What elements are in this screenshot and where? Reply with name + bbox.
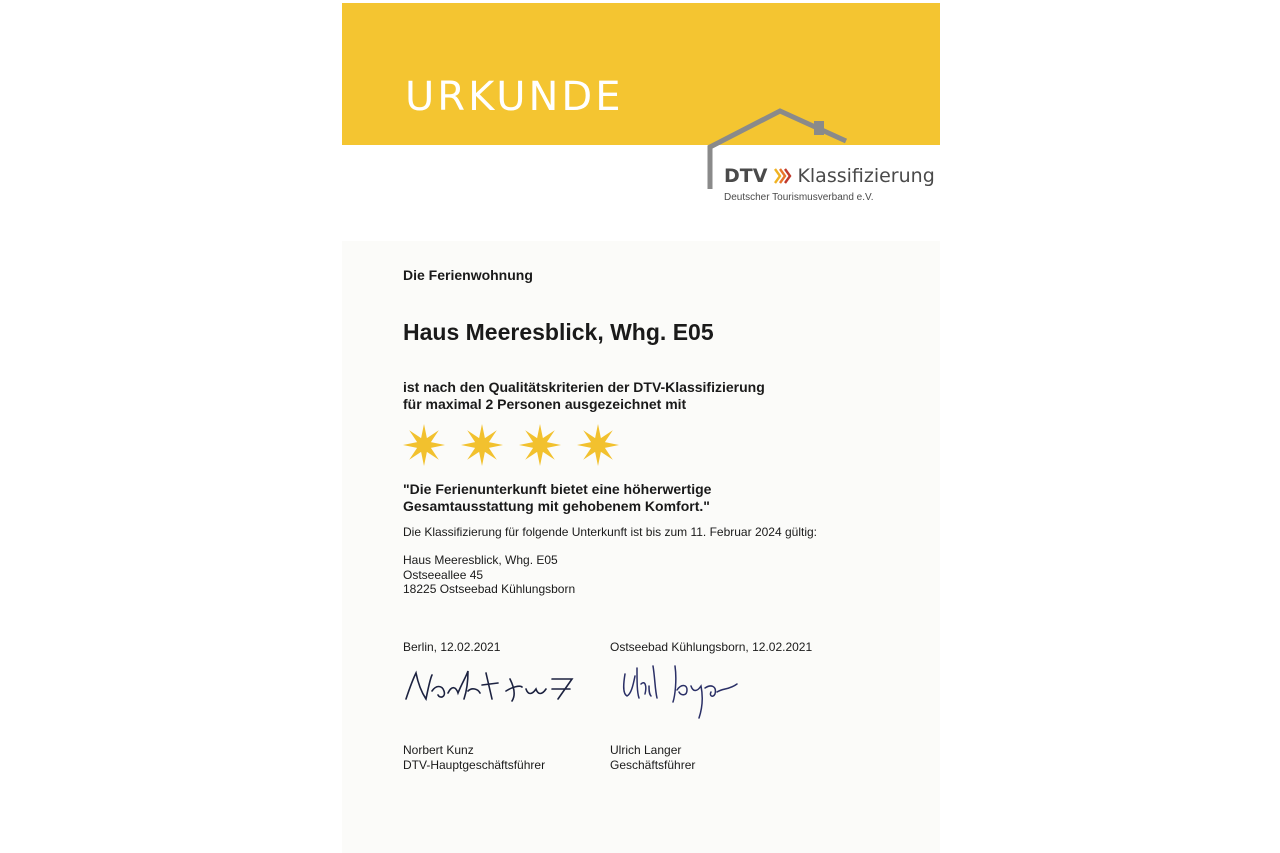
dtv-logo (724, 161, 935, 191)
quality-quote (403, 481, 711, 515)
address-line: Ostseeallee 45 (403, 567, 484, 582)
logo-subtitle: Deutscher Tourismusverband e.V. (724, 192, 874, 203)
logo-name: Klassifizierung (797, 165, 935, 187)
address-block (403, 553, 575, 597)
signer-left (403, 743, 545, 772)
logo-brand: DTV (724, 165, 768, 187)
criteria-line: für maximal 2 Personen ausgezeichnet mit (403, 396, 687, 412)
place-date-right: Ostseebad Kühlungsborn, 12.02.2021 (610, 640, 813, 654)
signer-name: Ulrich Langer (610, 743, 682, 757)
certificate-page (342, 3, 940, 853)
criteria-line: ist nach den Qualitätskriterien der DTV-Klassifizierung (403, 379, 765, 395)
star-icon (402, 423, 446, 467)
star-icon (518, 423, 562, 467)
signer-role: DTV-Hauptgeschäftsführer (403, 757, 546, 772)
chevron-arrows-icon (773, 167, 793, 185)
star-icon (460, 423, 504, 467)
address-line: Haus Meeresblick, Whg. E05 (403, 553, 558, 567)
property-type: Die Ferienwohnung (403, 267, 533, 283)
signer-name: Norbert Kunz (403, 743, 474, 757)
criteria-text (403, 379, 765, 413)
validity-text: Die Klassifizierung für folgende Unterkunft ist bis zum 11. Februar 2024 gültig: (403, 525, 817, 539)
address-line: 18225 Ostseebad Kühlungsborn (403, 582, 576, 596)
signature-norbert-kunz (402, 665, 582, 707)
quote-line: "Die Ferienunterkunft bietet eine höherwertige (403, 481, 712, 497)
star-rating (402, 423, 620, 467)
signer-role: Geschäftsführer (610, 757, 696, 772)
certificate-title: URKUNDE (405, 74, 624, 120)
star-icon (576, 423, 620, 467)
place-date-left: Berlin, 12.02.2021 (403, 640, 501, 654)
signature-ulrich-langer (617, 658, 752, 730)
property-name: Haus Meeresblick, Whg. E05 (403, 319, 714, 345)
signer-right (610, 743, 695, 772)
quote-line: Gesamtausstattung mit gehobenem Komfort." (403, 498, 710, 514)
